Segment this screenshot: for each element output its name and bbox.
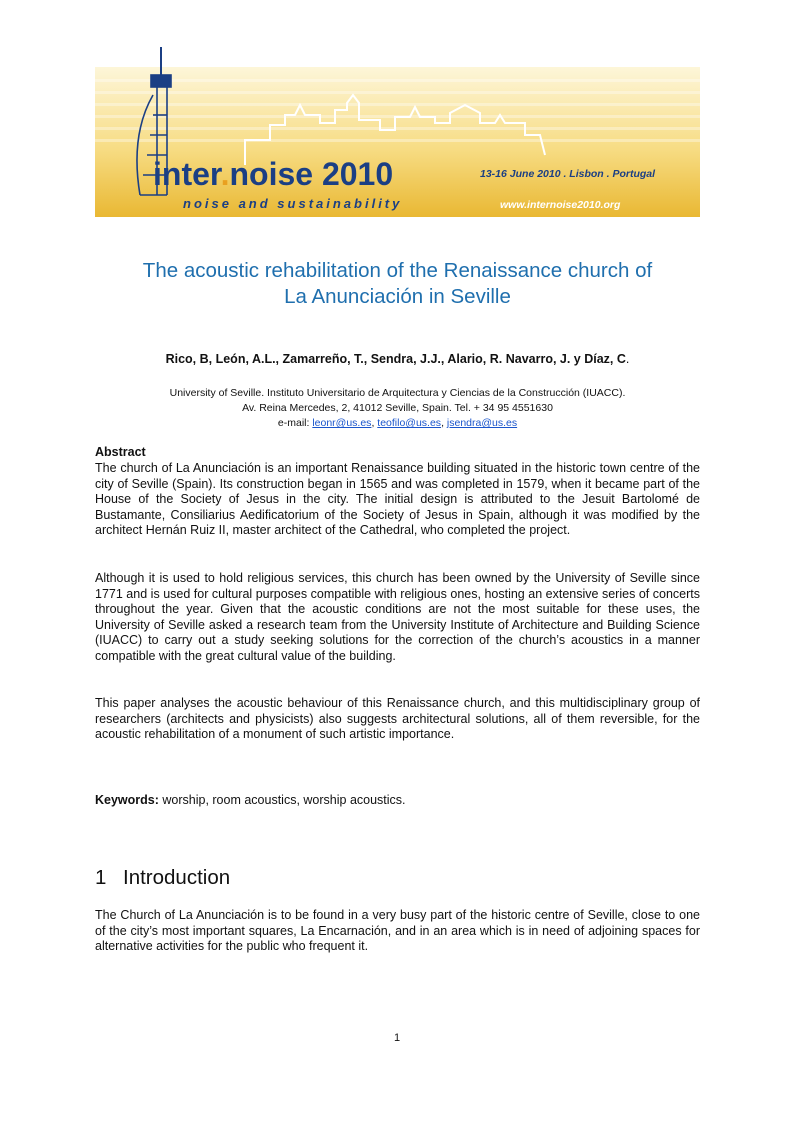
email-label: e-mail: (277, 417, 313, 429)
title-line-1: The acoustic rehabilitation of the Renaissance church of (142, 259, 653, 282)
abstract-heading: Abstract (95, 445, 146, 459)
page-number: 1 (393, 1032, 401, 1044)
authors-text: Rico, B, León, A.L., Zamarreño, T., Sendra, J.J., Alario, R. Navarro, J. y Díaz, C (165, 352, 626, 366)
author-list (95, 352, 700, 366)
title-line-2: La Anunciación in Seville (284, 285, 511, 308)
affiliation-line-1: University of Seville. Instituto Universitario de Arquitectura y Ciencias de la Construcción (IUACC). (169, 387, 626, 399)
email-separator: , (371, 417, 378, 429)
email-link-leonr[interactable]: leonr@us.es (312, 417, 372, 429)
section-title: Introduction (123, 866, 231, 889)
email-link-jsendra[interactable]: jsendra@us.es (446, 417, 518, 429)
section-heading-introduction (95, 866, 230, 890)
email-link-teofilo[interactable]: teofilo@us.es (377, 417, 442, 429)
affiliation-line-2: Av. Reina Mercedes, 2, 41012 Seville, Spain. Tel. + 34 95 4551630 (242, 402, 553, 414)
email-line (95, 416, 700, 431)
authors-period: . (625, 352, 630, 366)
email-separator: , (441, 417, 447, 429)
logo-text: inter.noise 2010 (153, 156, 394, 192)
conference-banner (95, 45, 700, 217)
banner-graphic (95, 45, 700, 217)
abstract-paragraph-1: The church of La Anunciación is an important Renaissance building situated in the historic town centre of the city of Seville (Spain). Its construction began in 1565 and was completed in 1579, when it became part of the House of the Society of Jesus in the city. The initial design is attributed to the Jesuit Bartolomé de Bustamante, Consiliarius Aedificatorium of the Society of Jesus in Spain, although it was modified by the architect Hernán Ruiz II, master architect of the Cathedral, who completed the project. (95, 461, 700, 538)
keywords (95, 793, 406, 807)
paper-title (95, 258, 700, 310)
keywords-label: Keywords: (95, 793, 159, 807)
website-text: www.internoise2010.org (500, 199, 621, 211)
introduction-paragraph-1: The Church of La Anunciación is to be found in a very busy part of the historic centre of Seville, close to one of the city’s most important squares, La Encarnación, and in an area which is in need of adjoining spaces for alternative activities for the public who frequent it. (95, 908, 700, 954)
abstract-paragraph-3: This paper analyses the acoustic behaviour of this Renaissance church, and this multidisciplinary group of researchers (architects and physicists) also suggests architectural solutions, all of them reversible, for the acoustic rehabilitation of a monument of such artistic importance. (95, 696, 700, 742)
abstract-paragraph-2: Although it is used to hold religious services, this church has been owned by the University of Seville since 1771 and is used for cultural purposes compatible with religious ones, hosting an extensive series of concerts throughout the year. Given that the acoustic conditions are not the most suitable for these uses, the University of Seville asked a research team from the University Institute of Architecture and Building Science (IUACC) to carry out a study seeking solutions for the correction of the church’s acoustics in a manner compatible with the great cultural value of the building. (95, 571, 700, 663)
tagline-text: noise and sustainability (183, 196, 403, 211)
keywords-text: worship, room acoustics, worship acoustics. (158, 793, 406, 807)
dates-text: 13-16 June 2010 . Lisbon . Portugal (480, 168, 656, 180)
section-number: 1 (95, 866, 107, 889)
affiliation (95, 386, 700, 431)
